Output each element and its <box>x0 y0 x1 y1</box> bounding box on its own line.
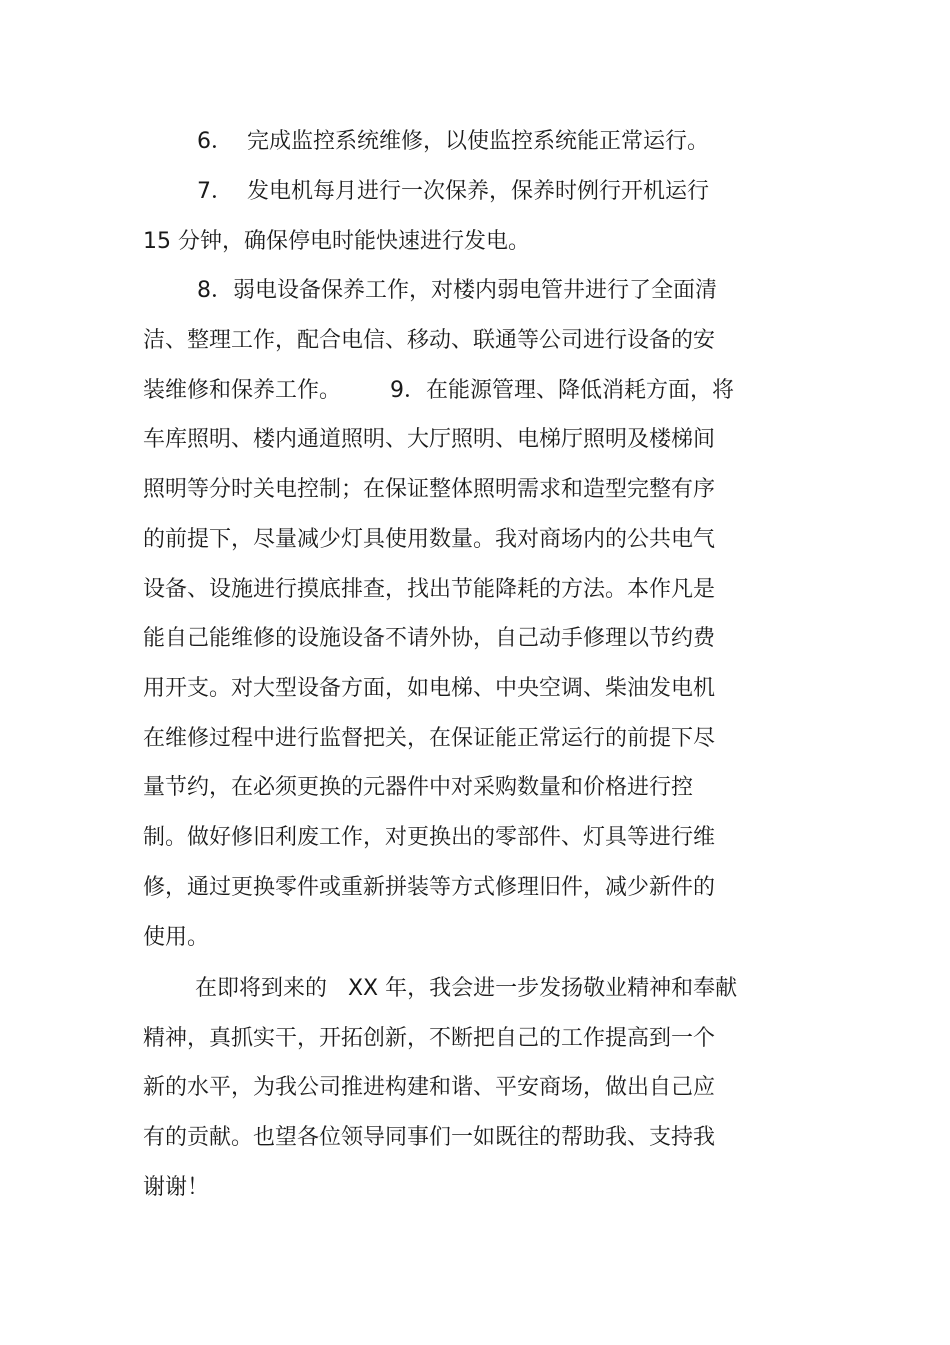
paragraph-line: 装维修和保养工作。 9．在能源管理、降低消耗方面，将 <box>143 378 734 403</box>
paragraph-line: 谢谢！ <box>143 1175 210 1200</box>
paragraph-line: 照明等分时关电控制；在保证整体照明需求和造型完整有序 <box>143 477 716 502</box>
paragraph-line: 15 分钟，确保停电时能快速进行发电。 <box>143 229 530 254</box>
paragraph-line: 量节约，在必须更换的元器件中对采购数量和价格进行控 <box>143 775 694 800</box>
paragraph-line: 7． 发电机每月进行一次保养，保养时例行开机运行 <box>197 179 709 204</box>
paragraph-line: 洁、整理工作，配合电信、移动、联通等公司进行设备的安 <box>143 328 716 353</box>
paragraph-line: 有的贡献。也望各位领导同事们一如既往的帮助我、支持我 <box>143 1125 716 1150</box>
paragraph-line: 使用。 <box>143 925 210 950</box>
paragraph-line: 车库照明、楼内通道照明、大厅照明、电梯厅照明及楼梯间 <box>143 427 716 452</box>
paragraph-line: 在维修过程中进行监督把关，在保证能正常运行的前提下尽 <box>143 726 716 751</box>
paragraph-line: 精神，真抓实干，开拓创新，不断把自己的工作提高到一个 <box>143 1026 716 1051</box>
paragraph-line: 8．弱电设备保养工作，对楼内弱电管井进行了全面清 <box>197 278 717 303</box>
paragraph-line: 用开支。对大型设备方面，如电梯、中央空调、柴油发电机 <box>143 676 716 701</box>
paragraph-line: 的前提下，尽量减少灯具使用数量。我对商场内的公共电气 <box>143 527 716 552</box>
paragraph-line: 制。做好修旧利废工作，对更换出的零部件、灯具等进行维 <box>143 825 716 850</box>
paragraph-line: 修，通过更换零件或重新拼装等方式修理旧件，减少新件的 <box>143 875 716 900</box>
paragraph-line: 能自己能维修的设施设备不请外协，自己动手修理以节约费 <box>143 626 716 651</box>
paragraph-line: 6． 完成监控系统维修，以使监控系统能正常运行。 <box>197 129 709 154</box>
paragraph-line: 设备、设施进行摸底排查，找出节能降耗的方法。本作凡是 <box>143 577 716 602</box>
paragraph-line: 新的水平，为我公司推进构建和谐、平安商场，做出自己应 <box>143 1075 716 1100</box>
paragraph-line: 在即将到来的 XX 年，我会进一步发扬敬业精神和奉献 <box>195 976 738 1001</box>
